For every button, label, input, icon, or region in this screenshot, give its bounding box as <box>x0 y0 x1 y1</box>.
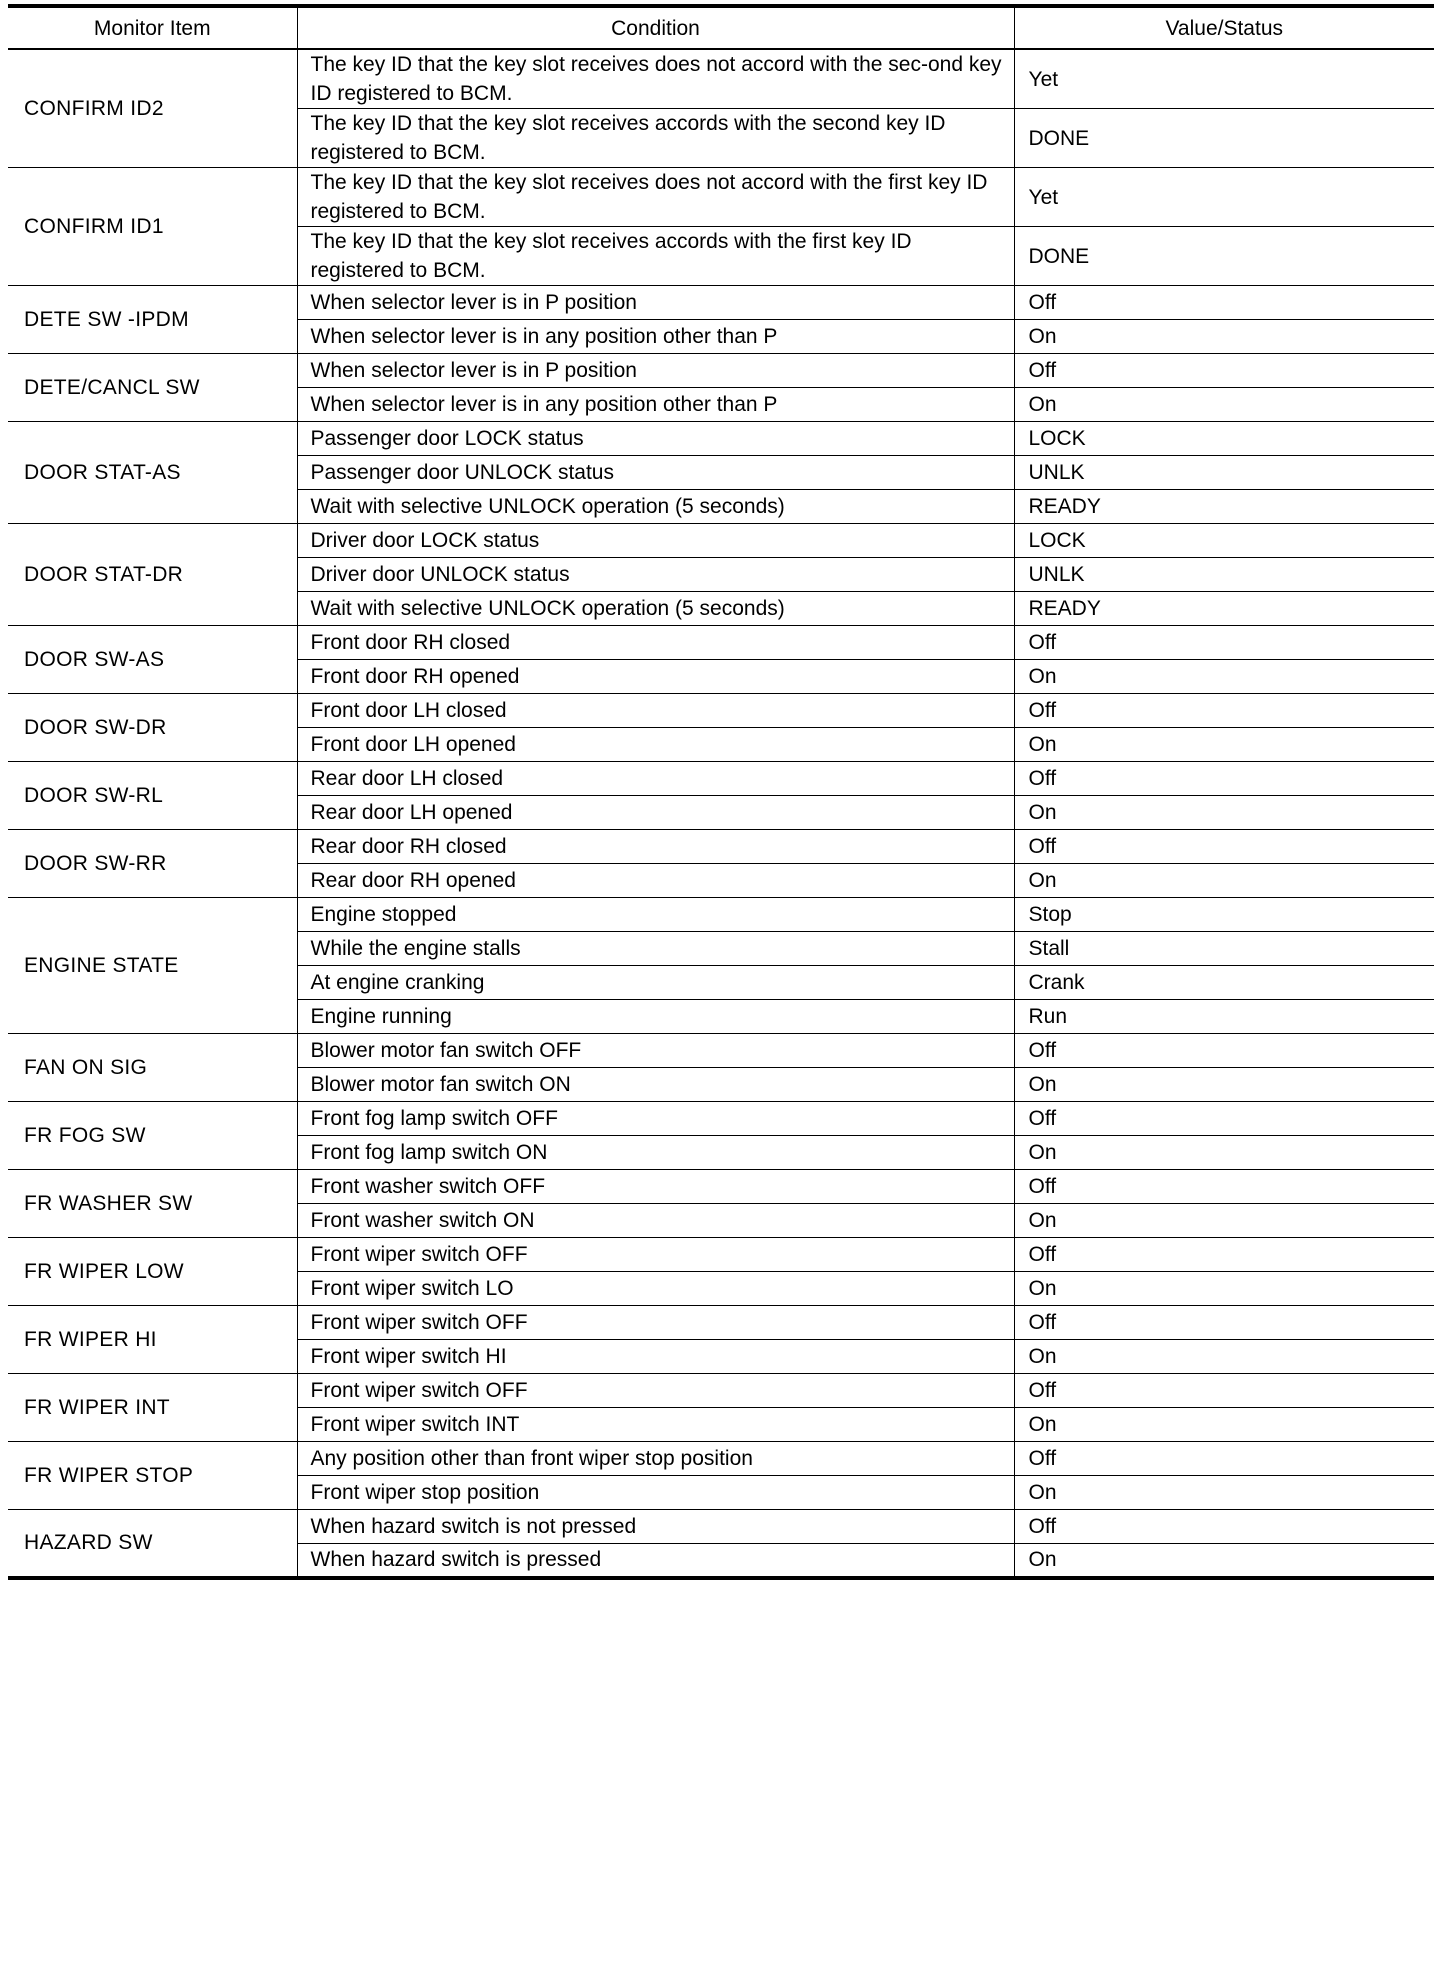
header-condition: Condition <box>297 6 1014 49</box>
table-row <box>8 626 1434 660</box>
value-status-cell: READY <box>1014 490 1434 524</box>
monitor-item-cell: FR WASHER SW <box>8 1170 297 1238</box>
value-status-cell: LOCK <box>1014 422 1434 456</box>
condition-cell: Front wiper switch OFF <box>297 1374 1014 1408</box>
value-status-cell: LOCK <box>1014 524 1434 558</box>
value-status-cell: Yet <box>1014 49 1434 109</box>
value-status-cell: On <box>1014 1204 1434 1238</box>
value-status-cell: Off <box>1014 762 1434 796</box>
condition-cell: Any position other than front wiper stop position <box>297 1442 1014 1476</box>
table-row <box>8 694 1434 728</box>
condition-cell: Front fog lamp switch OFF <box>297 1102 1014 1136</box>
value-status-cell: On <box>1014 1340 1434 1374</box>
monitor-item-cell: FR FOG SW <box>8 1102 297 1170</box>
condition-cell: Front door LH closed <box>297 694 1014 728</box>
condition-cell: At engine cranking <box>297 966 1014 1000</box>
condition-cell: While the engine stalls <box>297 932 1014 966</box>
value-status-cell: Off <box>1014 1238 1434 1272</box>
value-status-cell: On <box>1014 796 1434 830</box>
table-row <box>8 1238 1434 1272</box>
value-status-cell: On <box>1014 1136 1434 1170</box>
condition-cell: Rear door RH closed <box>297 830 1014 864</box>
condition-cell: Driver door UNLOCK status <box>297 558 1014 592</box>
value-status-cell: DONE <box>1014 227 1434 286</box>
condition-cell: Rear door LH opened <box>297 796 1014 830</box>
value-status-cell: Run <box>1014 1000 1434 1034</box>
monitor-item-cell: DETE SW -IPDM <box>8 286 297 354</box>
table-row <box>8 1306 1434 1340</box>
monitor-item-cell: DOOR STAT-DR <box>8 524 297 626</box>
table-row <box>8 422 1434 456</box>
condition-cell: Passenger door LOCK status <box>297 422 1014 456</box>
table-header <box>8 6 1434 49</box>
value-status-cell: On <box>1014 1272 1434 1306</box>
value-status-cell: Off <box>1014 1170 1434 1204</box>
value-status-cell: On <box>1014 1476 1434 1510</box>
monitor-item-cell: CONFIRM ID1 <box>8 168 297 286</box>
table-row <box>8 1102 1434 1136</box>
value-status-cell: On <box>1014 660 1434 694</box>
monitor-item-cell: FR WIPER STOP <box>8 1442 297 1510</box>
header-value-status: Value/Status <box>1014 6 1434 49</box>
value-status-cell: On <box>1014 320 1434 354</box>
table-row <box>8 1034 1434 1068</box>
table-row <box>8 1374 1434 1408</box>
monitor-item-cell: HAZARD SW <box>8 1510 297 1578</box>
condition-cell: When selector lever is in P position <box>297 286 1014 320</box>
condition-cell: Rear door LH closed <box>297 762 1014 796</box>
monitor-item-cell: DOOR SW-RR <box>8 830 297 898</box>
table-row <box>8 762 1434 796</box>
table-row <box>8 898 1434 932</box>
value-status-cell: DONE <box>1014 109 1434 168</box>
monitor-item-cell: FR WIPER INT <box>8 1374 297 1442</box>
value-status-cell: On <box>1014 1544 1434 1578</box>
condition-cell: Front door LH opened <box>297 728 1014 762</box>
condition-cell: Engine running <box>297 1000 1014 1034</box>
value-status-cell: UNLK <box>1014 558 1434 592</box>
condition-cell: When selector lever is in any position other than P <box>297 320 1014 354</box>
condition-cell: When hazard switch is pressed <box>297 1544 1014 1578</box>
value-status-cell: Off <box>1014 626 1434 660</box>
condition-cell: Passenger door UNLOCK status <box>297 456 1014 490</box>
condition-cell: Rear door RH opened <box>297 864 1014 898</box>
value-status-cell: Off <box>1014 286 1434 320</box>
table-row <box>8 354 1434 388</box>
monitor-item-cell: DOOR STAT-AS <box>8 422 297 524</box>
table-row <box>8 286 1434 320</box>
table-row <box>8 1442 1434 1476</box>
header-monitor-item: Monitor Item <box>8 6 297 49</box>
value-status-cell: On <box>1014 728 1434 762</box>
value-status-cell: Off <box>1014 1034 1434 1068</box>
table-row <box>8 1510 1434 1544</box>
condition-cell: Front wiper switch OFF <box>297 1306 1014 1340</box>
monitor-item-cell: DOOR SW-RL <box>8 762 297 830</box>
condition-cell: The key ID that the key slot receives does not accord with the sec-ond key ID registered to BCM. <box>297 49 1014 109</box>
condition-cell: Front washer switch OFF <box>297 1170 1014 1204</box>
condition-cell: Front wiper switch OFF <box>297 1238 1014 1272</box>
value-status-cell: Stop <box>1014 898 1434 932</box>
condition-cell: Driver door LOCK status <box>297 524 1014 558</box>
value-status-cell: Off <box>1014 1374 1434 1408</box>
table-row <box>8 168 1434 227</box>
monitor-item-cell: ENGINE STATE <box>8 898 297 1034</box>
condition-cell: The key ID that the key slot receives does not accord with the first key ID registered to BCM. <box>297 168 1014 227</box>
condition-cell: Wait with selective UNLOCK operation (5 seconds) <box>297 592 1014 626</box>
monitor-table-container <box>8 4 1434 1580</box>
monitor-item-cell: DOOR SW-AS <box>8 626 297 694</box>
value-status-cell: Off <box>1014 1510 1434 1544</box>
condition-cell: Front wiper stop position <box>297 1476 1014 1510</box>
table-row <box>8 49 1434 109</box>
monitor-item-cell: FR WIPER HI <box>8 1306 297 1374</box>
value-status-cell: Off <box>1014 1102 1434 1136</box>
value-status-cell: On <box>1014 1068 1434 1102</box>
value-status-cell: Yet <box>1014 168 1434 227</box>
value-status-cell: Off <box>1014 694 1434 728</box>
value-status-cell: Off <box>1014 830 1434 864</box>
condition-cell: Wait with selective UNLOCK operation (5 seconds) <box>297 490 1014 524</box>
table-row <box>8 1170 1434 1204</box>
header-row <box>8 6 1434 49</box>
monitor-item-cell: DOOR SW-DR <box>8 694 297 762</box>
value-status-cell: Off <box>1014 354 1434 388</box>
condition-cell: Front door RH opened <box>297 660 1014 694</box>
table-row <box>8 524 1434 558</box>
condition-cell: Blower motor fan switch ON <box>297 1068 1014 1102</box>
condition-cell: Front washer switch ON <box>297 1204 1014 1238</box>
condition-cell: Front wiper switch LO <box>297 1272 1014 1306</box>
table-body <box>8 49 1434 1578</box>
value-status-cell: Off <box>1014 1306 1434 1340</box>
monitor-table <box>8 4 1434 1580</box>
value-status-cell: On <box>1014 864 1434 898</box>
monitor-item-cell: CONFIRM ID2 <box>8 49 297 168</box>
value-status-cell: On <box>1014 388 1434 422</box>
value-status-cell: Stall <box>1014 932 1434 966</box>
condition-cell: When selector lever is in any position other than P <box>297 388 1014 422</box>
value-status-cell: On <box>1014 1408 1434 1442</box>
condition-cell: Engine stopped <box>297 898 1014 932</box>
monitor-item-cell: DETE/CANCL SW <box>8 354 297 422</box>
value-status-cell: Crank <box>1014 966 1434 1000</box>
condition-cell: Front fog lamp switch ON <box>297 1136 1014 1170</box>
monitor-item-cell: FAN ON SIG <box>8 1034 297 1102</box>
value-status-cell: Off <box>1014 1442 1434 1476</box>
table-row <box>8 830 1434 864</box>
value-status-cell: UNLK <box>1014 456 1434 490</box>
condition-cell: Front wiper switch HI <box>297 1340 1014 1374</box>
value-status-cell: READY <box>1014 592 1434 626</box>
condition-cell: The key ID that the key slot receives accords with the second key ID registered to BCM. <box>297 109 1014 168</box>
condition-cell: Front door RH closed <box>297 626 1014 660</box>
condition-cell: Blower motor fan switch OFF <box>297 1034 1014 1068</box>
condition-cell: Front wiper switch INT <box>297 1408 1014 1442</box>
condition-cell: When hazard switch is not pressed <box>297 1510 1014 1544</box>
monitor-item-cell: FR WIPER LOW <box>8 1238 297 1306</box>
condition-cell: When selector lever is in P position <box>297 354 1014 388</box>
condition-cell: The key ID that the key slot receives accords with the first key ID registered to BCM. <box>297 227 1014 286</box>
